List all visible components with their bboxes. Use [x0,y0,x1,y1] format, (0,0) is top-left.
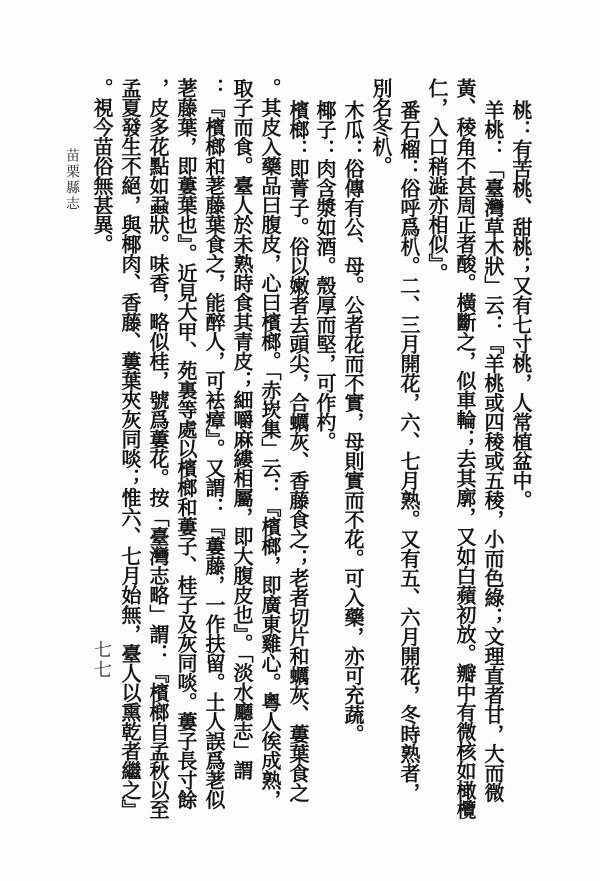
text-column-3: 黃、稜角不甚周正者酸。橫斷之，似車輪；去其廓，又如白蘋初放。瓣中有微核如橄欖 [453,78,477,819]
text-column-16: 。視今苗俗無甚異。 [90,78,114,254]
text-column-2: 羊桃：「臺灣草木狀」云：『羊桃或四稜或五稜，小而色綠；文理直者甘，大而微 [481,100,505,802]
text-column-7: 木瓜：俗傳有公、母。公者花而不實，母則實而不花。可入藥，亦可充蔬。 [341,100,365,744]
text-column-8: 椰子：肉含漿如酒。殼厚而堅，可作杓。 [313,100,337,451]
page-number: 七七 [91,640,112,680]
text-column-4: 仁，入口稍澁亦相似』。 [425,78,449,283]
text-column-13: 荖藤葉，即蔞葉也』。近見大甲、苑裏等處以檳榔和蔞子、桂子及灰同啖。蔞子長寸餘 [174,78,198,809]
running-header: 苗栗縣志 [64,148,80,212]
text-column-1: 桃：有苦桃、甜桃；又有七寸桃，人常植盆中。 [509,100,533,510]
text-column-10: 。其皮入藥品曰腹皮，心曰檳榔。「赤崁集」云：『檳榔，即廣東雞心。粵人俟成熟， [258,78,282,809]
text-column-14: ，皮多花點如蝨狀。味香，略似桂，號爲蔞花。按「臺灣志略」謂：『檳榔自孟秋以至 [146,78,170,819]
text-column-12: ：『檳榔和荖藤葉食之，能醉人，可袪瘴』。又謂：『蔞藤，一作扶留。土人誤爲荖似 [202,78,226,809]
text-column-6: 別名冬朳。 [369,78,393,176]
text-column-11: 取子而食。臺人於未熟時食其青皮；細嚼麻縷相屬，即大腹皮也』。「淡水廳志」謂 [230,78,254,780]
text-column-5: 番石榴：俗呼爲朳。二、三月開花，六、七月熟。又有五、六月開花，冬時熟者， [397,100,421,802]
text-column-9: 檳榔：即菁子。俗以嫩者去頭尖，合蠣灰、香藤食之；老者切片和蠣灰、蔞葉食之 [286,100,310,802]
text-column-15: 孟夏發生不絕，與椰肉、香藤、蔞葉夾灰同啖；惟六、七月始無，臺人以熏乾者繼之』 [118,78,142,819]
